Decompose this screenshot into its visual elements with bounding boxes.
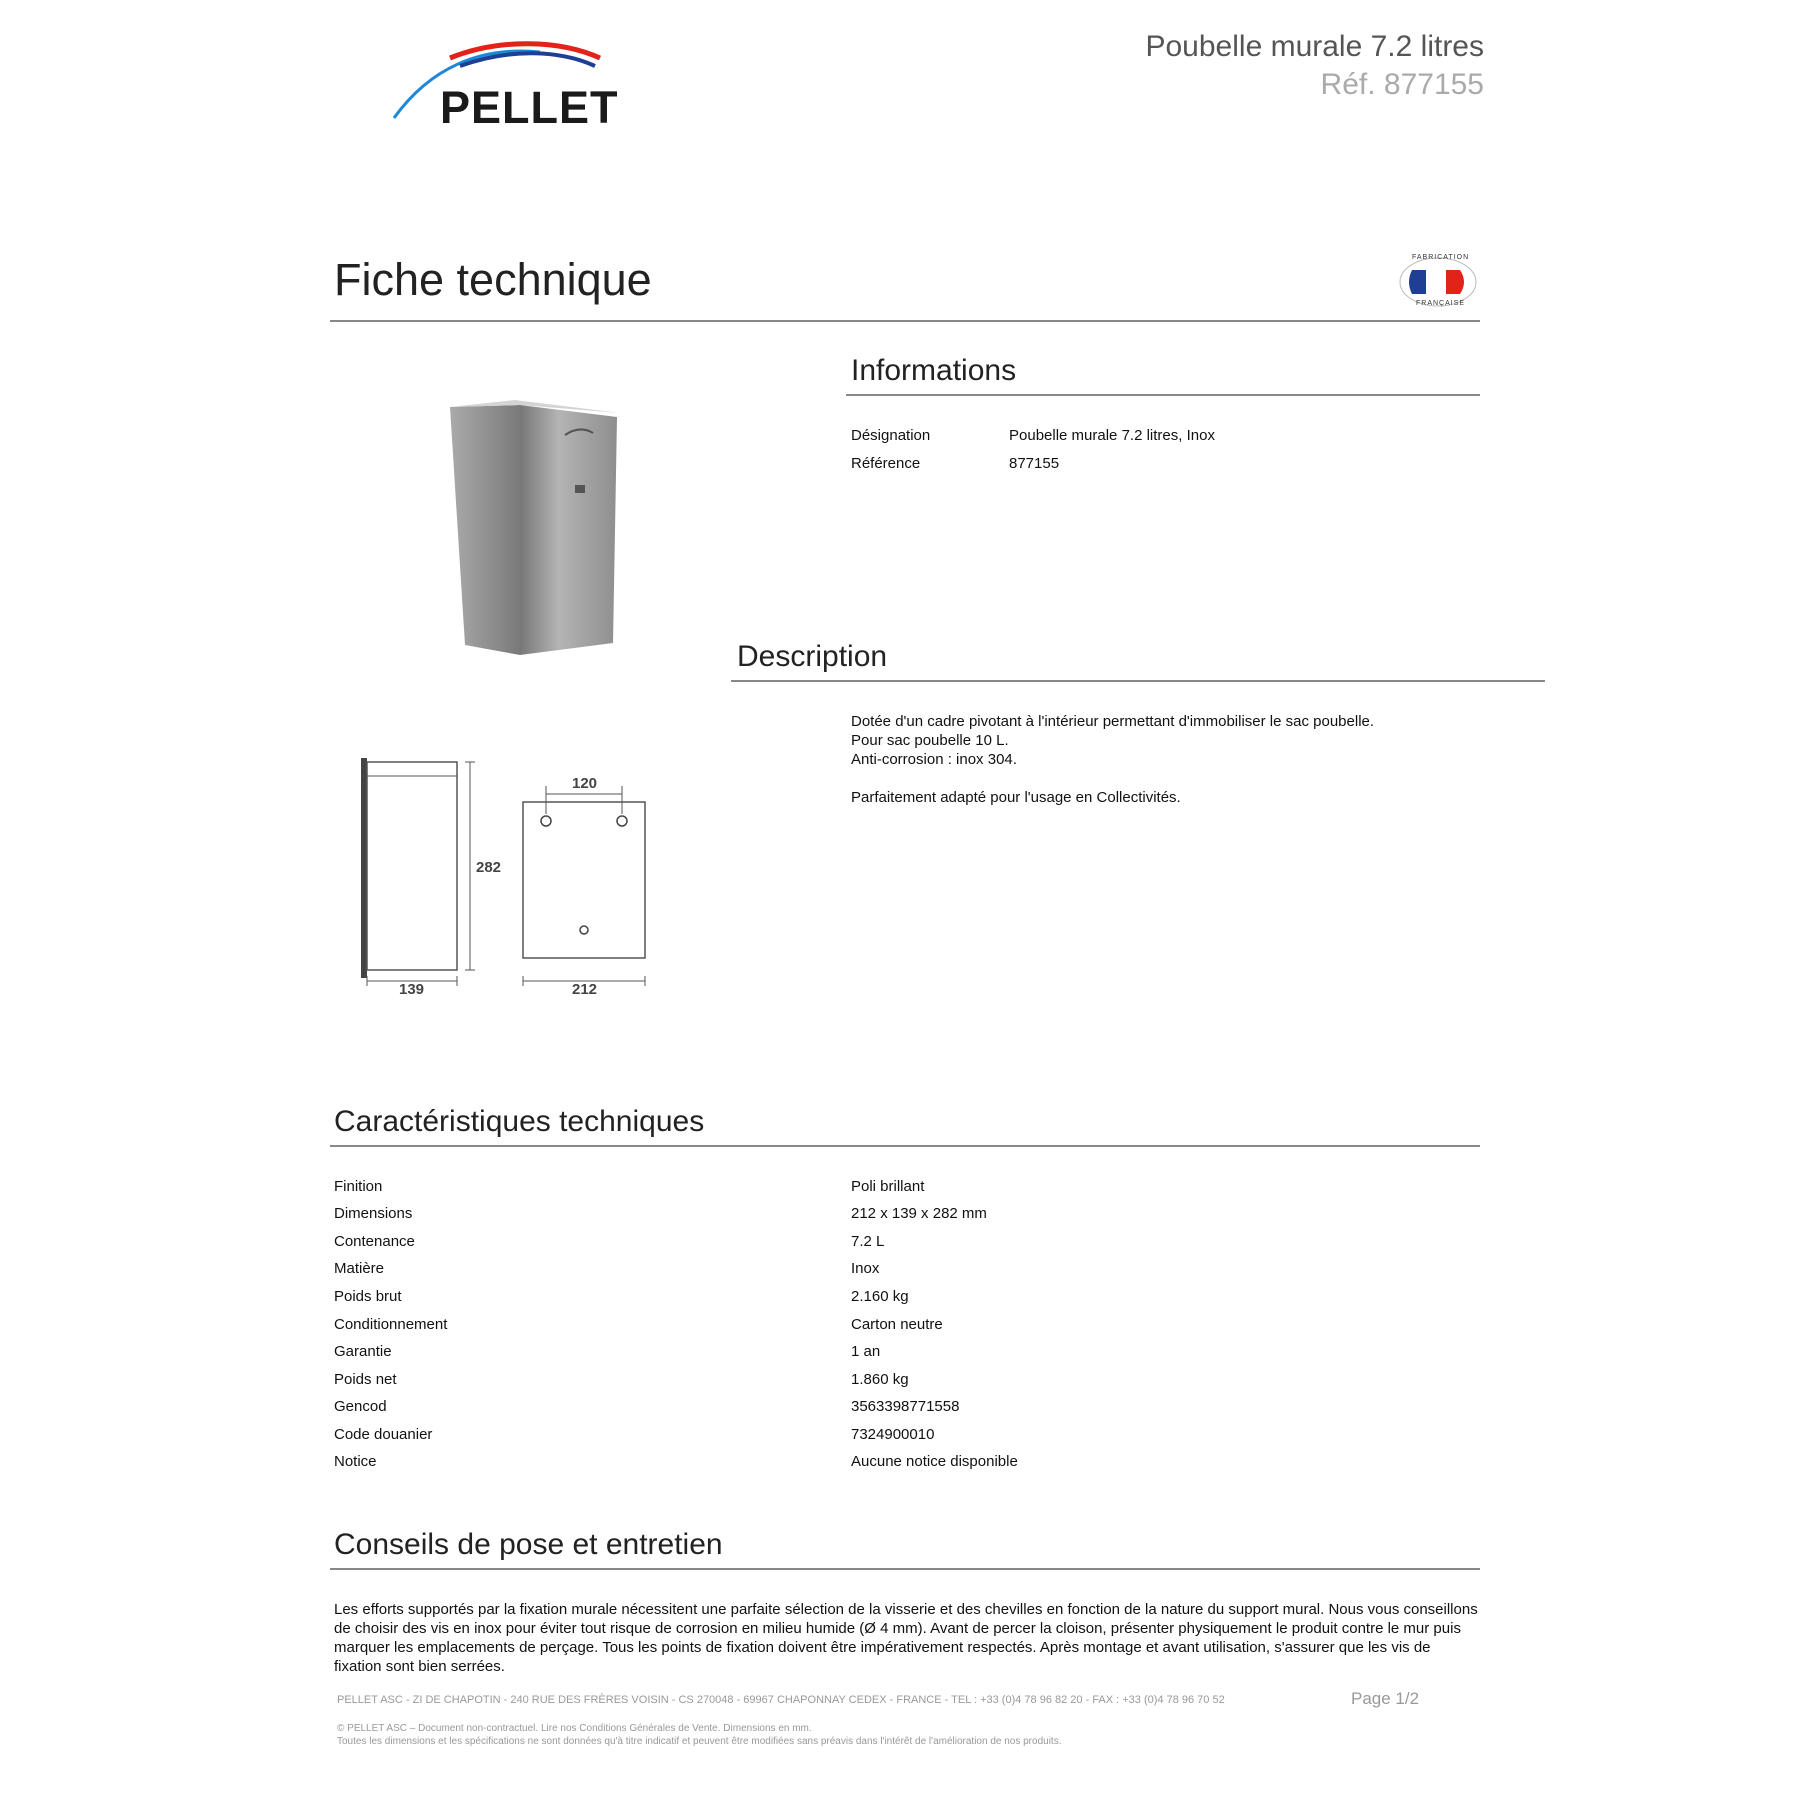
informations-title: Informations xyxy=(851,354,1017,387)
conseils-title: Conseils de pose et entretien xyxy=(334,1528,723,1561)
footer-disclaimer: Toutes les dimensions et les spécifications ne sont données qu'à titre indicatif et peuvent être modifiées sans préavis dans l'intérêt de l'amélioration de nos produits. xyxy=(337,1736,1062,1747)
description-line: Parfaitement adapté pour l'usage en Collectivités. xyxy=(851,789,1181,806)
spec-label: Notice xyxy=(334,1453,377,1470)
depth-label: 139 xyxy=(399,981,425,998)
hole-spacing-label: 120 xyxy=(572,775,598,792)
spec-label: Contenance xyxy=(334,1233,415,1250)
spec-value: 212 x 139 x 282 mm xyxy=(851,1205,987,1222)
spec-value: 7324900010 xyxy=(851,1426,935,1443)
width-label: 212 xyxy=(572,981,598,998)
page-title: Fiche technique xyxy=(334,254,652,305)
spec-label: Matière xyxy=(334,1260,385,1277)
caracteristiques-divider xyxy=(330,1145,1480,1147)
pellet-logo xyxy=(390,38,640,133)
spec-label: Code douanier xyxy=(334,1426,433,1443)
spec-label: Garantie xyxy=(334,1343,392,1360)
page-number: Page 1/2 xyxy=(1351,1689,1420,1708)
spec-label: Conditionnement xyxy=(334,1316,448,1333)
spec-label: Gencod xyxy=(334,1398,387,1415)
product-photo xyxy=(355,355,705,695)
footer-address: PELLET ASC - ZI DE CHAPOTIN - 240 RUE DES FRÈRES VOISIN - CS 270048 - 69967 CHAPONNAY CEDEX - FRANCE - TEL : +33 (0)4 78 96 82 20 - FAX : +33 (0)4 78 96 70 52 xyxy=(337,1694,1225,1706)
footer-copyright: © PELLET ASC – Document non-contractuel. Lire nos Conditions Générales de Vente. Dimensions en mm. xyxy=(337,1723,812,1734)
spec-label: Dimensions xyxy=(334,1205,413,1222)
footer-legal xyxy=(337,1722,1061,1748)
spec-label: Finition xyxy=(334,1178,383,1195)
title-divider xyxy=(330,320,1480,322)
description-line: Anti-corrosion : inox 304. xyxy=(851,751,1017,768)
info-label-reference: Référence xyxy=(851,455,921,472)
spec-value: Inox xyxy=(851,1260,880,1277)
spec-value: 1 an xyxy=(851,1343,881,1360)
dimensions-drawing xyxy=(355,750,655,1000)
logo-text: PELLET xyxy=(440,82,619,133)
badge-text-top: FABRICATION xyxy=(1412,254,1470,261)
technical-drawing xyxy=(355,750,655,1000)
spec-value: 2.160 kg xyxy=(851,1288,909,1305)
spec-value: Poli brillant xyxy=(851,1178,925,1195)
spec-label: Poids brut xyxy=(334,1288,402,1305)
description-text xyxy=(851,712,1374,807)
informations-divider xyxy=(846,394,1480,396)
info-value-reference: 877155 xyxy=(1009,455,1060,472)
info-label-designation: Désignation xyxy=(851,427,931,444)
description-line: Dotée d'un cadre pivotant à l'intérieur permettant d'immobiliser le sac poubelle. xyxy=(851,713,1375,730)
info-value-designation: Poubelle murale 7.2 litres, Inox xyxy=(1009,427,1215,444)
spec-value: 3563398771558 xyxy=(851,1398,960,1415)
spec-value: 1.860 kg xyxy=(851,1371,909,1388)
badge-text-bottom: FRANÇAISE xyxy=(1416,300,1466,307)
description-line: Pour sac poubelle 10 L. xyxy=(851,732,1009,749)
description-divider xyxy=(731,680,1545,682)
height-label: 282 xyxy=(476,859,502,876)
caracteristiques-title: Caractéristiques techniques xyxy=(334,1105,705,1138)
spec-label: Poids net xyxy=(334,1371,397,1388)
spec-value: Aucune notice disponible xyxy=(851,1453,1018,1470)
description-title: Description xyxy=(737,640,888,673)
conseils-divider xyxy=(330,1568,1480,1570)
spec-value: Carton neutre xyxy=(851,1316,943,1333)
header-product-title: Poubelle murale 7.2 litres xyxy=(1145,30,1484,63)
conseils-text: Les efforts supportés par la fixation murale nécessitent une parfaite sélection de la visserie et des chevilles en fonction de la nature du support mural. Nous vous conseillons de choisir des vis en inox pour éviter tout risque de corrosion en milieu humide (Ø 4 mm). Avant de percer la cloison, présenter physiquement le produit contre le mur puis marquer les emplacements de perçage. Tous les points de fixation doivent être impérativement respectés. Après montage et avant utilisation, s'assurer que les vis de fixation sont bien serrées. xyxy=(334,1601,1478,1675)
fabrication-francaise-badge xyxy=(1398,256,1478,308)
spec-value: 7.2 L xyxy=(851,1233,885,1250)
header-product-ref: Réf. 877155 xyxy=(1320,68,1484,101)
